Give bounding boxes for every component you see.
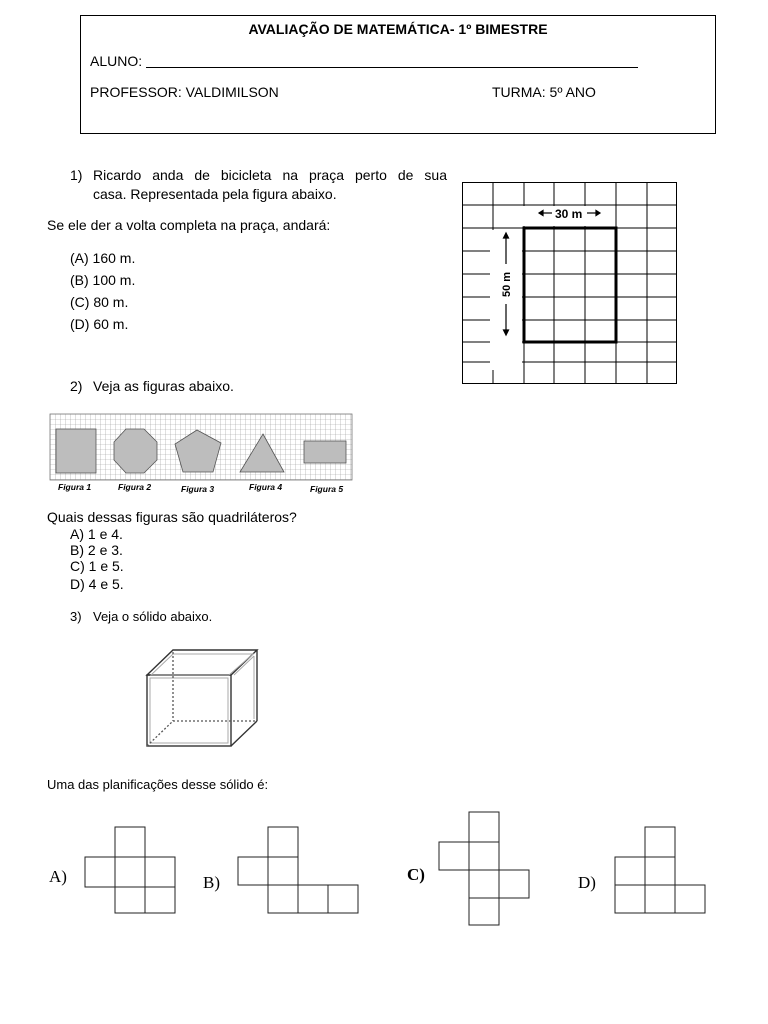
student-name-line[interactable] [146, 67, 638, 68]
figure2-octagon [114, 429, 157, 473]
q1-option-c[interactable]: (C) 80 m. [70, 294, 129, 310]
figure2-label: Figura 2 [118, 482, 152, 492]
cube-nets [40, 805, 720, 930]
net-a[interactable] [85, 827, 175, 913]
height-label: 50 m [501, 271, 513, 297]
figure4-label: Figura 4 [249, 482, 283, 492]
q3-number: 3) [70, 609, 82, 624]
width-label: 30 m [555, 207, 583, 221]
q1-text-line1: Ricardo anda de bicicleta na praça perto de sua [93, 167, 447, 183]
cube-figure [143, 648, 263, 748]
figure5-rectangle [304, 441, 346, 463]
net-d-label[interactable]: D) [578, 873, 596, 892]
q2-option-b[interactable]: B) 2 e 3. [70, 542, 123, 558]
net-d[interactable] [615, 827, 705, 913]
q1-option-d[interactable]: (D) 60 m. [70, 316, 129, 332]
q2-option-d[interactable]: D) 4 e 5. [70, 576, 124, 592]
figure1-label: Figura 1 [58, 482, 92, 492]
q1-option-a[interactable]: (A) 160 m. [70, 250, 136, 266]
q1-number: 1) [70, 167, 83, 183]
student-label: ALUNO: [90, 53, 143, 69]
exam-title: AVALIAÇÃO DE MATEMÁTICA- 1º BIMESTRE [248, 21, 548, 37]
figure1-square [56, 429, 96, 473]
class-label: TURMA: 5º ANO [492, 84, 596, 100]
q2-prompt: Quais dessas figuras são quadriláteros? [47, 509, 297, 525]
professor-label: PROFESSOR: VALDIMILSON [90, 84, 279, 100]
square-plaza-figure [462, 182, 678, 384]
shapes-grid-figure [50, 414, 352, 496]
figure3-label: Figura 3 [181, 484, 215, 494]
q2-option-a[interactable]: A) 1 e 4. [70, 526, 123, 542]
figure5-label: Figura 5 [310, 484, 344, 494]
q1-text-line2: casa. Representada pela figura abaixo. [93, 186, 337, 202]
q3-prompt: Uma das planificações desse sólido é: [47, 777, 269, 792]
q2-number: 2) [70, 378, 83, 394]
net-c-label[interactable]: C) [407, 865, 425, 884]
net-b-label[interactable]: B) [203, 873, 220, 892]
net-b[interactable] [238, 827, 358, 913]
q2-text: Veja as figuras abaixo. [93, 378, 234, 394]
net-a-label[interactable]: A) [49, 867, 67, 886]
q1-prompt: Se ele der a volta completa na praça, andará: [47, 217, 331, 233]
net-c[interactable] [439, 812, 529, 925]
q3-text: Veja o sólido abaixo. [93, 609, 213, 624]
q2-option-c[interactable]: C) 1 e 5. [70, 558, 124, 574]
q1-option-b[interactable]: (B) 100 m. [70, 272, 136, 288]
